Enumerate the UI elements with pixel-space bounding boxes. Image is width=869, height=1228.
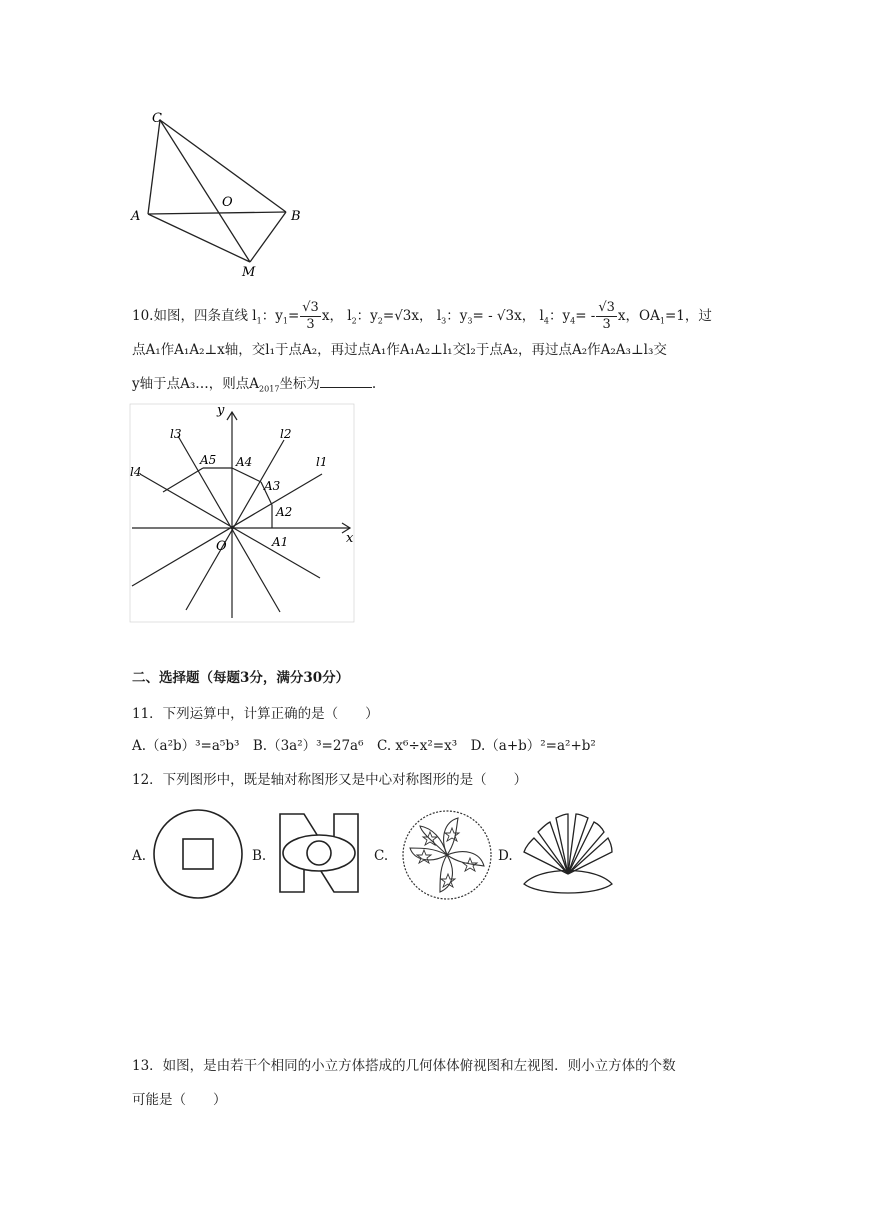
l3-rhs: = - √3x bbox=[472, 308, 522, 324]
label-O: O bbox=[222, 195, 233, 210]
option-A-circle-square-icon bbox=[152, 808, 244, 900]
oa-tail: =1，过 bbox=[664, 308, 712, 324]
label-B: B bbox=[291, 209, 301, 224]
l2-sub: 2 bbox=[351, 316, 357, 326]
q10-line3-end: . bbox=[371, 376, 377, 392]
frac-num-b: √3 bbox=[598, 300, 615, 315]
q10-intro: 如图，四条直线 bbox=[153, 308, 248, 324]
fraction-sqrt3-over-3-b bbox=[596, 300, 617, 333]
label-A3: A3 bbox=[264, 479, 281, 493]
q12-option-A-label: A. bbox=[132, 848, 147, 864]
figure-q9-quadrilateral bbox=[128, 108, 308, 280]
frac-den-b: 3 bbox=[602, 317, 611, 332]
label-A4: A4 bbox=[236, 455, 253, 469]
frac-den: 3 bbox=[306, 317, 315, 332]
q11-options: A.（a²b）³=a⁵b³ B.（3a²）³=27a⁶ C. x⁶÷x²=x³ D.（a+b）²=a²+b² bbox=[132, 738, 596, 754]
q10-line1 bbox=[132, 300, 712, 333]
q12-stem: 12．下列图形中，既是轴对称图形又是中心对称图形的是（ ） bbox=[132, 772, 528, 788]
q10-a2017-sub: 2017 bbox=[259, 384, 280, 394]
label-A5: A5 bbox=[200, 453, 217, 467]
l3-sub: 3 bbox=[441, 316, 447, 326]
l1-sub: 1 bbox=[256, 316, 262, 326]
l2-label: l bbox=[347, 308, 352, 324]
y3-sub: 3 bbox=[467, 316, 473, 326]
l2-eq: ：y bbox=[356, 308, 378, 324]
eq-1: = bbox=[287, 308, 300, 324]
l3-label: l bbox=[436, 308, 442, 324]
label-A2: A2 bbox=[276, 505, 293, 519]
l3-eq: ：y bbox=[446, 308, 468, 324]
q11-stem: 11．下列运算中，计算正确的是（ ） bbox=[132, 706, 379, 722]
section-heading: 二、选择题（每题3分，满分30分） bbox=[132, 670, 350, 686]
l1-label: l bbox=[252, 308, 257, 324]
sep-1: ， bbox=[329, 308, 343, 324]
y4-sub: 4 bbox=[570, 316, 576, 326]
l2-rhs: =√3x bbox=[382, 308, 420, 324]
label-A1: A1 bbox=[272, 535, 289, 549]
label-y: y bbox=[217, 403, 225, 418]
label-x: x bbox=[346, 531, 354, 546]
y1-sub: 1 bbox=[282, 316, 288, 326]
q10-line3-pre: y轴于点A₃…，则点A bbox=[132, 376, 260, 392]
oa-label: ，OA bbox=[625, 308, 660, 324]
answer-blank[interactable] bbox=[320, 374, 372, 388]
l4-label: l bbox=[539, 308, 544, 324]
q12-option-B-label: B. bbox=[252, 848, 267, 864]
q13-line2: 可能是（ ） bbox=[132, 1092, 227, 1108]
label-M: M bbox=[242, 265, 256, 280]
label-l4: l4 bbox=[130, 465, 142, 479]
x-4: x bbox=[617, 308, 626, 324]
q12-option-C-label: C. bbox=[374, 848, 389, 864]
q10-line2: 点A₁作A₁A₂⊥x轴，交l₁于点A₂，再过点A₁作A₁A₂⊥l₁交l₂于点A₂，再过点A₂作A₂A₃⊥l₃交 bbox=[132, 342, 667, 358]
oa-sub: 1 bbox=[659, 316, 665, 326]
label-C: C bbox=[152, 111, 162, 126]
frac-num: √3 bbox=[302, 300, 319, 315]
sep-3: ， bbox=[521, 308, 536, 324]
l4-sub: 4 bbox=[543, 316, 549, 326]
q10-number: 10. bbox=[132, 308, 154, 324]
label-A: A bbox=[131, 209, 141, 224]
l4-eq: ：y bbox=[548, 308, 571, 324]
x-1: x bbox=[321, 308, 330, 324]
figure-q10-lines bbox=[128, 400, 360, 624]
option-D-fan-icon bbox=[520, 808, 616, 896]
label-l2: l2 bbox=[280, 427, 292, 441]
sep-2: ， bbox=[419, 308, 433, 324]
label-O-origin: O bbox=[216, 539, 227, 554]
q13-line1: 13．如图，是由若干个相同的小立方体搭成的几何体体俯视图和左视图．则小立方体的个数 bbox=[132, 1058, 676, 1074]
option-C-bauhinia-icon bbox=[400, 808, 494, 902]
label-l3: l3 bbox=[170, 427, 182, 441]
y2-sub: 2 bbox=[377, 316, 383, 326]
fraction-sqrt3-over-3 bbox=[300, 300, 321, 333]
q12-option-D-label: D. bbox=[498, 848, 513, 864]
q10-line3-post: 坐标为 bbox=[279, 376, 320, 392]
l1-eq: ：y bbox=[261, 308, 283, 324]
l4-rhs-pre: = - bbox=[575, 308, 596, 324]
option-B-letter-N-icon bbox=[278, 812, 360, 894]
q10-line3 bbox=[132, 374, 376, 400]
label-l1: l1 bbox=[316, 455, 328, 469]
